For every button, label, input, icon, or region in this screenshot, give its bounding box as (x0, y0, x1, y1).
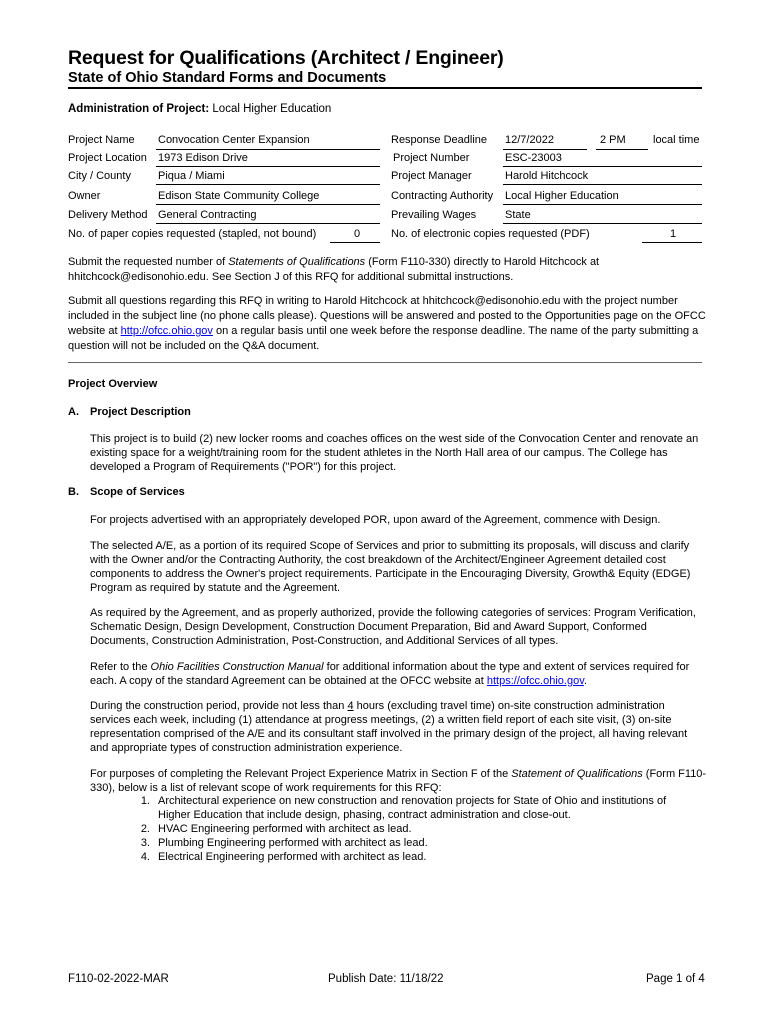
city-county-value: Piqua / Miami (158, 170, 225, 182)
page-subtitle: State of Ohio Standard Forms and Documents (68, 70, 387, 86)
scope-paragraph-4: Refer to the Ohio Facilities Construction Manual for additional information about the type and extent of services required for each. A copy of the standard Agreement can be obtained at the OFCC website at https://ofcc.ohio.gov. (90, 661, 690, 687)
paper-copies-label: No. of paper copies requested (stapled, not bound) (68, 228, 317, 240)
project-manager-label: Project Manager (391, 170, 472, 182)
list-item: 1. Architectural experience on new construction and renovation projects for State of Ohio and institutions of Higher Education that include design, phasing, contract administration and close-out. (140, 795, 667, 821)
project-manager-underline (503, 184, 702, 185)
prevailing-wages-underline (503, 223, 702, 224)
project-number-underline (503, 166, 702, 167)
scope-paragraph-6: For purposes of completing the Relevant Project Experience Matrix in Section F of the Statement of Qualifications (Form F110-330), below is a list of relevant scope of work requirements for this RFQ: (90, 768, 707, 794)
list-item: 2. HVAC Engineering performed with architect as lead. (140, 823, 412, 835)
publish-date: Publish Date: 11/18/22 (328, 973, 444, 985)
page-title: Request for Qualifications (Architect / Engineer) (68, 47, 504, 69)
paper-copies-underline (330, 242, 380, 243)
list-item: 4. Electrical Engineering performed with architect as lead. (140, 851, 427, 863)
section-divider (68, 362, 702, 363)
submission-instructions: Submit the requested number of Statements of Qualifications (Form F110-330) directly to Harold Hitchcock at hhitchcock@edisonohio.edu. See Section J of this RFQ for additional submittal instructions. (68, 256, 600, 283)
ofcc-website-link[interactable]: http://ofcc.ohio.gov (120, 325, 213, 337)
prevailing-wages-label: Prevailing Wages (391, 209, 477, 221)
owner-label: Owner (68, 190, 101, 202)
city-county-underline (156, 184, 380, 185)
ofcc-agreement-link[interactable]: https://ofcc.ohio.gov (486, 675, 584, 687)
city-county-label: City / County (68, 170, 131, 182)
project-description-heading: Project Description (90, 406, 191, 418)
project-name-label: Project Name (68, 134, 135, 146)
paper-copies-value: 0 (354, 228, 361, 240)
response-deadline-date-underline (503, 149, 587, 150)
electronic-copies-label: No. of electronic copies requested (PDF) (391, 228, 590, 240)
project-location-label: Project Location (68, 152, 147, 164)
response-deadline-zone: local time (653, 134, 700, 146)
response-deadline-time-underline (596, 149, 648, 150)
project-name-value: Convocation Center Expansion (158, 134, 310, 146)
prevailing-wages-value: State (505, 209, 531, 221)
electronic-copies-underline (642, 242, 702, 243)
page-number: Page 1 of 4 (646, 973, 705, 985)
title-divider (68, 87, 702, 89)
list-item: 3. Plumbing Engineering performed with architect as lead. (140, 837, 428, 849)
administration-line (68, 103, 331, 115)
project-manager-value: Harold Hitchcock (505, 170, 589, 182)
form-id: F110-02-2022-MAR (68, 973, 169, 985)
delivery-method-value: General Contracting (158, 209, 257, 221)
scope-requirements-list (110, 794, 700, 864)
administration-label: Administration of Project: (68, 103, 210, 115)
response-deadline-label: Response Deadline (391, 134, 488, 146)
scope-paragraph-1: For projects advertised with an appropriately developed POR, upon award of the Agreement, commence with Design. (90, 514, 661, 526)
response-deadline-time: 2 PM (600, 134, 626, 146)
questions-instructions: Submit all questions regarding this RFQ in writing to Harold Hitchcock at hhitchcock@edisonohio.edu with the project number included in the subject line (no phone calls please). Questions will be answered and posted to the Opportunities page on the OFCC website at http://ofcc.ohio.gov on a regular basis until one week before the response deadline. The name of the party submitting a question will not be included on the Q&A document. (68, 295, 706, 352)
project-description-text: This project is to build (2) new locker rooms and coaches offices on the west side of the Convocation Center and renovate an existing space for a weight/training room for the student athletes in the North Hall area of our campus. The College has developed a Program of Requirements ("POR") for this project. (90, 433, 699, 473)
electronic-copies-value: 1 (670, 228, 677, 240)
administration-value: Local Higher Education (212, 103, 332, 115)
delivery-method-underline (156, 223, 380, 224)
contracting-authority-value: Local Higher Education (505, 190, 619, 202)
owner-value: Edison State Community College (158, 190, 320, 202)
owner-underline (156, 204, 380, 205)
project-location-value: 1973 Edison Drive (158, 152, 248, 164)
response-deadline-date: 12/7/2022 (505, 134, 554, 146)
scope-paragraph-2: The selected A/E, as a portion of its required Scope of Services and prior to submitting its proposals, will discuss and clarify with the Owner and/or the Contracting Authority, the cost breakdown of the Architect/Engineer Agreement detailed cost components to address the Owner's project requirements. Participate in the Encouraging Diversity, Growth& Equity (EDGE) Program as required by statute and the Agreement. (90, 540, 691, 594)
scope-paragraph-3: As required by the Agreement, and as properly authorized, provide the following categories of services: Program Verification, Schematic Design, Design Development, Construction Document Preparation, Bid and Award Support, Conformed Documents, Construction Administration, Post-Construction, and Additional Services of all types. (90, 607, 696, 647)
contracting-authority-underline (503, 204, 702, 205)
scope-paragraph-5: During the construction period, provide not less than 4 hours (excluding travel time) on-site construction administration services each week, including (1) attendance at progress meetings, (2) a written field report of each site visit, (3) on-site representation comprised of the A/E and its consultant staff involved in the primary design of the project, all having relevant and appropriate types of construction administration experience. (90, 700, 688, 754)
scope-of-services-heading: Scope of Services (90, 486, 185, 498)
project-name-underline (156, 149, 380, 150)
contracting-authority-label: Contracting Authority (391, 190, 494, 202)
section-b-letter: B. (68, 486, 79, 498)
project-number-value: ESC-23003 (505, 152, 562, 164)
section-a-letter: A. (68, 406, 79, 418)
project-location-underline (156, 166, 380, 167)
project-overview-heading: Project Overview (68, 378, 158, 390)
delivery-method-label: Delivery Method (68, 209, 148, 221)
project-number-label: Project Number (393, 152, 470, 164)
